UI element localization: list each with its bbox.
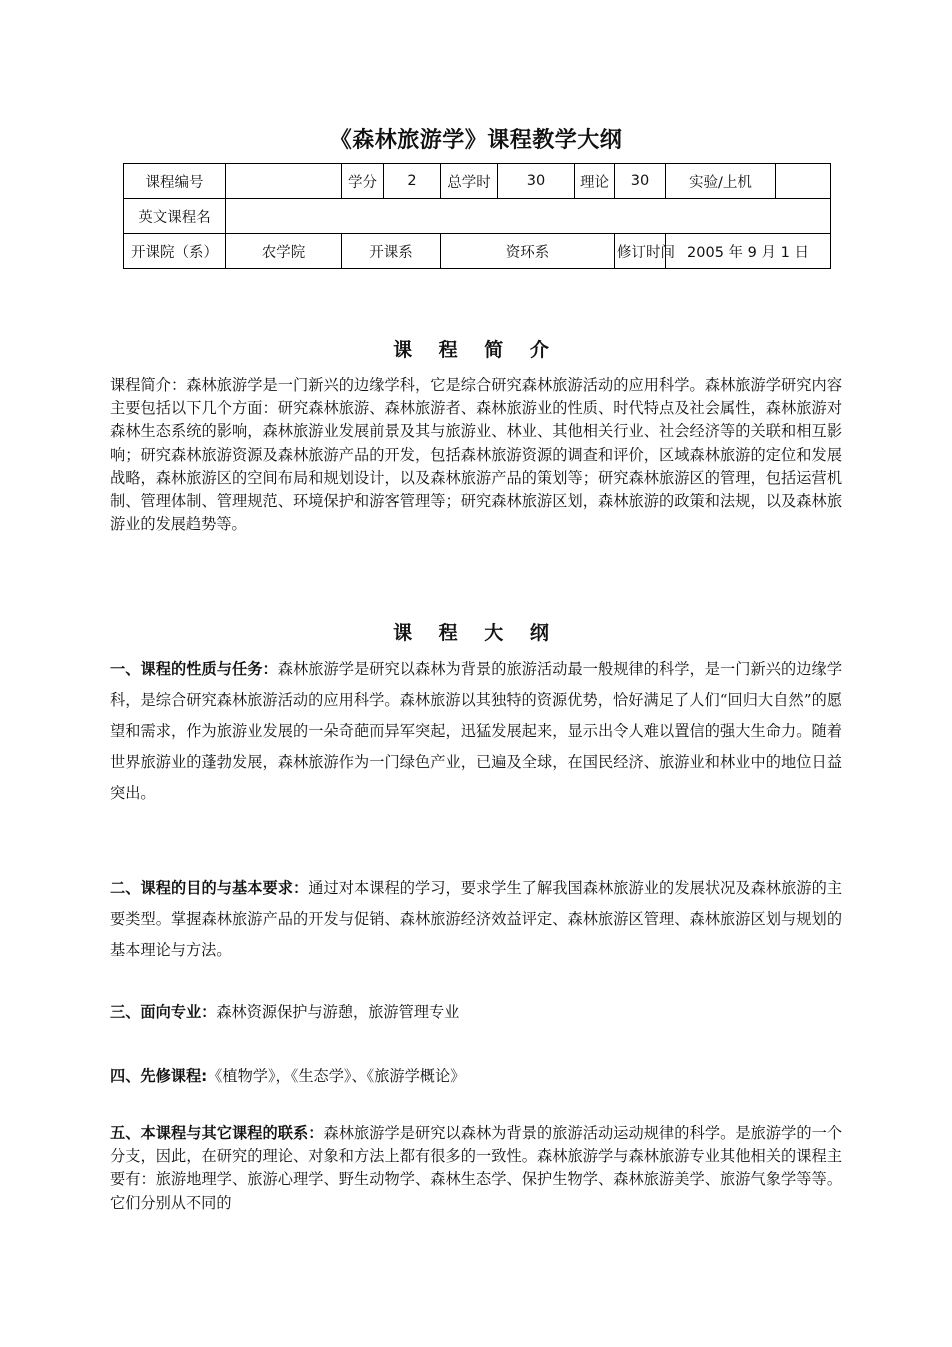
info-row-3	[124, 234, 831, 269]
outline-section-1	[110, 654, 842, 809]
college-value: 农学院	[226, 234, 342, 269]
english-name-value	[226, 199, 831, 234]
section-3-text: 森林资源保护与游憩，旅游管理专业	[216, 1003, 460, 1021]
credit-value: 2	[384, 164, 441, 199]
credit-label: 学分	[342, 164, 384, 199]
revised-value: 2005 年 9 月 1 日	[666, 234, 831, 269]
course-code-label: 课程编号	[124, 164, 226, 199]
section-1-text: 森林旅游学是研究以森林为背景的旅游活动最一般规律的科学，是一门新兴的边缘学科，是综合研究森林旅游活动的应用科学。森林旅游以其独特的资源优势，恰好满足了人们“回归大自然”的愿望和需求，作为旅游业发展的一朵奇葩而异军突起，迅猛发展起来，显示出令人难以置信的强大生命力。随着世界旅游业的蓬勃发展，森林旅游作为一门绿色产业，已遍及全球，在国民经济、旅游业和林业中的地位日益突出。	[110, 660, 843, 802]
section-2-text: 通过对本课程的学习，要求学生了解我国森林旅游业的发展状况及森林旅游的主要类型。掌握森林旅游产品的开发与促销、森林旅游经济效益评定、森林旅游区管理、森林旅游区划与规划的基本理论与方法。	[110, 879, 843, 959]
total-hours-label: 总学时	[441, 164, 498, 199]
intro-paragraph: 课程简介：森林旅游学是一门新兴的边缘学科，它是综合研究森林旅游活动的应用科学。森林旅游学研究内容主要包括以下几个方面：研究森林旅游、森林旅游者、森林旅游业的性质、时代特点及社会属性，森林旅游对森林生态系统的影响，森林旅游业发展前景及其与旅游业、林业、其他相关行业、社会经济等的关联和相互影响；研究森林旅游资源及森林旅游产品的开发，包括森林旅游资源的调查和评价，区域森林旅游的定位和发展战略，森林旅游区的空间布局和规划设计，以及森林旅游产品的策划等；研究森林旅游区的管理，包括运营机制、管理体制、管理规范、环境保护和游客管理等；研究森林旅游区划，森林旅游的政策和法规，以及森林旅游业的发展趋势等。	[110, 376, 842, 534]
section-5-text: 森林旅游学是研究以森林为背景的旅游活动运动规律的科学。是旅游学的一个分支，因此，在研究的理论、对象和方法上都有很多的一致性。森林旅游学与森林旅游专业其他相关的课程主要有：旅游地理学、旅游心理学、野生动物学、森林生态学、保护生物学、森林旅游美学、旅游气象学等等。它们分别从不同的	[110, 1124, 843, 1212]
english-name-label: 英文课程名	[124, 199, 226, 234]
info-row-2	[124, 199, 831, 234]
outline-section-3	[110, 997, 842, 1028]
course-code-value	[226, 164, 342, 199]
theory-label: 理论	[575, 164, 615, 199]
outline-heading: 课 程 大 纲	[393, 622, 559, 644]
section-4-text: 《植物学》，《生态学》、《旅游学概论》	[207, 1067, 466, 1085]
dept-value: 资环系	[441, 234, 615, 269]
intro-heading: 课 程 简 介	[393, 339, 559, 361]
section-4-label: 四、先修课程:	[110, 1067, 208, 1085]
section-1-label: 一、课程的性质与任务：	[110, 660, 278, 678]
outline-section-5	[110, 1122, 842, 1215]
course-info-table	[123, 163, 831, 269]
section-5-label: 五、本课程与其它课程的联系：	[110, 1124, 324, 1142]
college-label: 开课院（系）	[124, 234, 226, 269]
document-title: 《森林旅游学》课程教学大纲	[329, 128, 623, 153]
outline-section-4	[110, 1061, 842, 1092]
lab-label: 实验/上机	[666, 164, 776, 199]
info-row-1	[124, 164, 831, 199]
section-3-label: 三、面向专业：	[110, 1003, 217, 1021]
total-hours-value: 30	[498, 164, 575, 199]
revised-label: 修订时间	[615, 234, 666, 269]
lab-value	[776, 164, 831, 199]
theory-value: 30	[615, 164, 666, 199]
dept-label: 开课系	[342, 234, 441, 269]
outline-section-2	[110, 873, 842, 966]
section-2-label: 二、课程的目的与基本要求：	[110, 879, 309, 897]
